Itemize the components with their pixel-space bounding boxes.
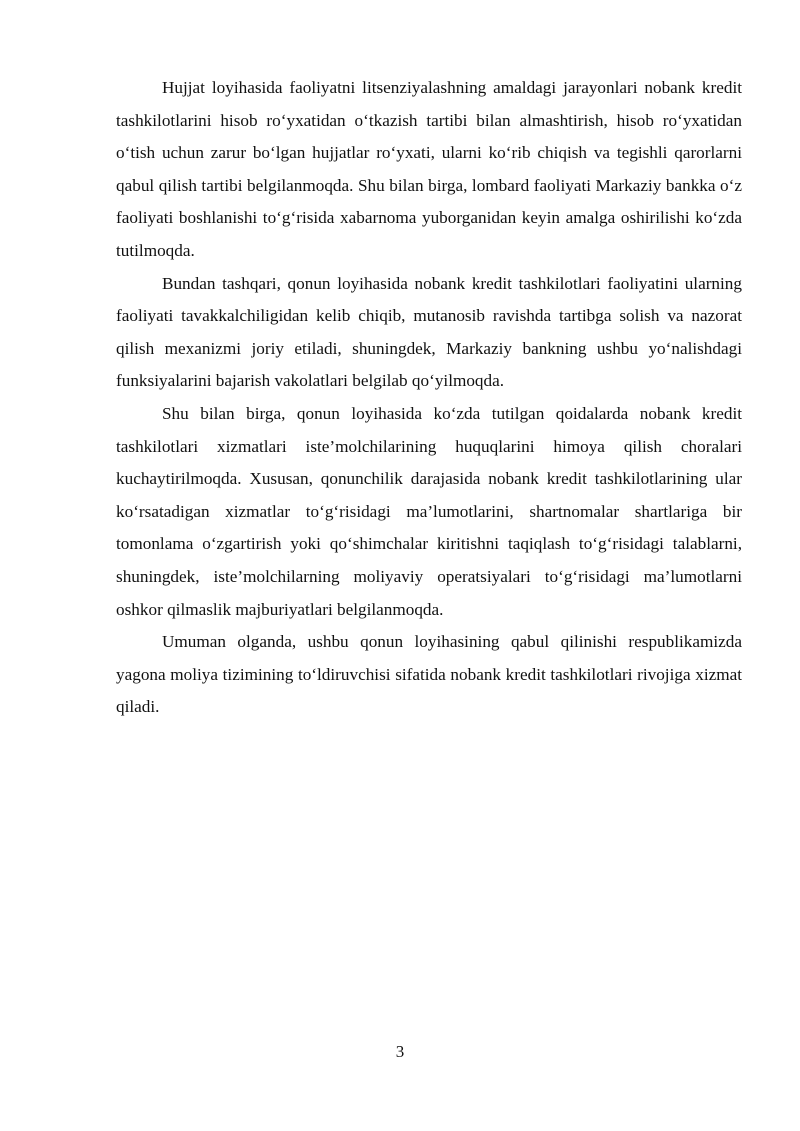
paragraph-4: Umuman olganda, ushbu qonun loyihasining qabul qilinishi respublikamizda yagona moliya tizimining to‘ldiruvchisi sifatida nobank kredit tashkilotlari rivojiga xizmat qiladi. bbox=[116, 632, 742, 717]
page-number: 3 bbox=[395, 1042, 405, 1061]
paragraph-1: Hujjat loyihasida faoliyatni litsenziyalashning amaldagi jarayonlari nobank kredit tashkilotlarini hisob ro‘yxatidan o‘tkazish tartibi bilan almashtirish, hisob ro‘yxatidan o‘tish uchun zarur bo‘lgan hujjatlar ro‘yxati, ularni ko‘rib chiqish va tegishli qarorlarni qabul qilish tartibi belgilanmoqda. Shu bilan birga, lombard faoliyati Markaziy bankka o‘z faoliyati boshlanishi to‘g‘risida xabarnoma yuborganidan keyin amalga oshirilishi ko‘zda tutilmoqda. bbox=[116, 78, 742, 260]
paragraph-3: Shu bilan birga, qonun loyihasida ko‘zda tutilgan qoidalarda nobank kredit tashkilotlari xizmatlari iste’molchilarining huquqlarini himoya qilish choralari kuchaytirilmoqda. Xususan, qonunchilik darajasida nobank kredit tashkilotlarining ular ko‘rsatadigan xizmatlar to‘g‘risidagi ma’lumotlarini, shartnomalar shartlariga bir tomonlama o‘zgartirish yoki qo‘shimchalar kiritishni taqiqlash to‘g‘risidagi talablarni, shuningdek, iste’molchilarning moliyaviy operatsiyalari to‘g‘risidagi ma’lumotlarni oshkor qilmaslik majburiyatlari belgilanmoqda. bbox=[116, 403, 742, 619]
paragraph-2: Bundan tashqari, qonun loyihasida nobank kredit tashkilotlari faoliyatini ularning faoliyati tavakkalchiligidan kelib chiqib, mutanosib ravishda tartibga solish va nazorat qilish mexanizmi joriy etiladi, shuningdek, Markaziy bankning ushbu yo‘nalishdagi funksiyalarini bajarish vakolatlari belgilab qo‘yilmoqda. bbox=[116, 273, 742, 391]
body-text bbox=[116, 72, 742, 724]
